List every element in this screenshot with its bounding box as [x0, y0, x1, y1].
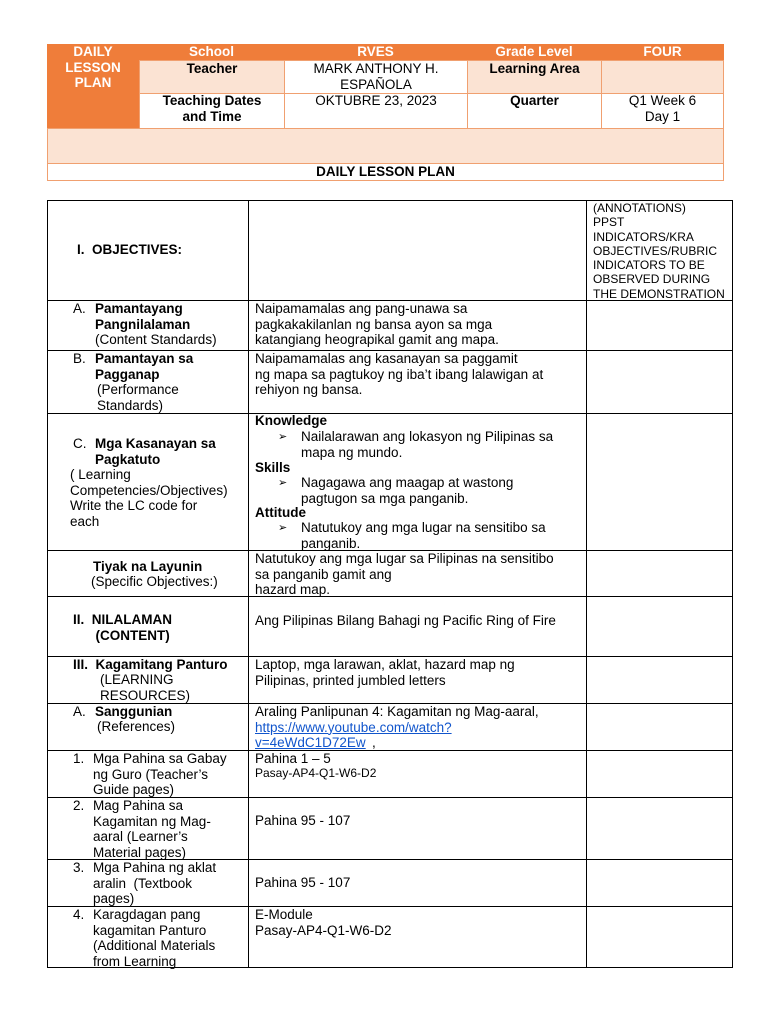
- skills-label: Skills: [255, 460, 291, 475]
- knowledge-label: Knowledge: [255, 413, 328, 428]
- sanggunian-number: A.: [73, 704, 86, 719]
- skills-item: Nagagawa ang maagap at wastong pagtugon sa mga panganib.: [301, 475, 514, 506]
- objectives-label: I. OBJECTIVES:: [77, 242, 183, 257]
- r2-number: 2.: [73, 798, 85, 813]
- rowA-title: Pamantayang Pangnilalaman: [95, 301, 191, 332]
- sanggunian-comma: ,: [372, 735, 376, 750]
- arrow-bullet-icon: ➢: [278, 477, 288, 489]
- kagamitan-sub: (LEARNING RESOURCES): [100, 672, 191, 703]
- dates-label: Teaching Dates and Time: [162, 93, 262, 124]
- rowC-sub: ( Learning Competencies/Objectives) Write the LC code for each: [70, 467, 228, 529]
- learning-area-label: Learning Area: [489, 61, 580, 76]
- school-label: School: [188, 44, 234, 59]
- r3-content: Pahina 95 - 107: [255, 875, 351, 890]
- r1-label: Mga Pahina sa Gabay ng Guro (Teacher’s Guide pages): [93, 751, 227, 797]
- rowC-number: C.: [73, 436, 87, 451]
- grade-label: Grade Level: [495, 44, 573, 59]
- rowB-content: Naipamamalas ang kasanayan sa paggamit ng mapa sa pagtukoy ng iba’t ibang lalawigan at rehiyon ng bansa.: [255, 351, 544, 397]
- rowB-title: Pamantayan sa Pagganap: [95, 351, 194, 382]
- tiyak-sub: (Specific Objectives:): [91, 574, 218, 589]
- rowA-content: Naipamamalas ang pang-unawa sa pagkakakilanlan ng bansa ayon sa mga katangiang heograpikal gamit ang mapa.: [255, 301, 499, 347]
- r2-label: Mag Pahina sa Kagamitan ng Mag- aaral (Learner’s Material pages): [93, 798, 211, 860]
- r4-content: E-Module Pasay-AP4-Q1-W6-D2: [255, 907, 392, 938]
- r1-number: 1.: [73, 751, 85, 766]
- r2-content: Pahina 95 - 107: [255, 813, 351, 828]
- attitude-label: Attitude: [255, 505, 306, 520]
- tiyak-content: Natutukoy ang mga lugar sa Pilipinas na sensitibo sa panganib gamit ang hazard map.: [255, 551, 554, 597]
- rowC-title: Mga Kasanayan sa Pagkatuto: [95, 436, 216, 467]
- arrow-bullet-icon: ➢: [278, 522, 288, 534]
- sanggunian-content: Araling Panlipunan 4: Kagamitan ng Mag-aaral,: [255, 704, 539, 719]
- tiyak-title: Tiyak na Layunin: [93, 559, 203, 574]
- sanggunian-title: Sanggunian: [95, 704, 173, 719]
- dates-value: OKTUBRE 23, 2023: [315, 93, 437, 108]
- r1-content-b: Pasay-AP4-Q1-W6-D2: [255, 766, 377, 780]
- rowA-sub: (Content Standards): [95, 332, 217, 347]
- quarter-value: Q1 Week 6 Day 1: [628, 93, 697, 124]
- r4-number: 4.: [73, 907, 85, 922]
- rowB-sub: (Performance Standards): [97, 382, 179, 413]
- teacher-label: Teacher: [186, 61, 238, 76]
- r4-label: Karagdagan pang kagamitan Panturo (Additional Materials from Learning: [93, 907, 216, 969]
- rowA-number: A.: [73, 301, 86, 316]
- arrow-bullet-icon: ➢: [278, 431, 288, 443]
- dlp-label: DAILY LESSON PLAN: [65, 44, 121, 90]
- rowB-number: B.: [73, 351, 86, 366]
- teacher-value: MARK ANTHONY H. ESPAÑOLA: [313, 61, 439, 92]
- nilalaman-content: Ang Pilipinas Bilang Bahagi ng Pacific Ring of Fire: [255, 613, 556, 628]
- kagamitan-content: Laptop, mga larawan, aklat, hazard map ng Pilipinas, printed jumbled letters: [255, 657, 515, 688]
- r3-label: Mga Pahina ng aklat aralin (Textbook pages): [93, 860, 217, 906]
- quarter-label: Quarter: [510, 93, 559, 108]
- blank-band: [47, 128, 724, 164]
- plan-title: DAILY LESSON PLAN: [316, 164, 455, 179]
- sanggunian-sub: (References): [97, 719, 176, 734]
- kagamitan-title: III. Kagamitang Panturo: [73, 657, 228, 672]
- youtube-link[interactable]: https://www.youtube.com/watch? v=4eWdC1D72Ew: [255, 719, 452, 750]
- nilalaman-label: II. NILALAMAN (CONTENT): [73, 612, 172, 643]
- annotations-text: (ANNOTATIONS) PPST INDICATORS/KRA OBJECTIVES/RUBRIC INDICATORS TO BE OBSERVED DURING THE DEMONSTRATION: [593, 201, 725, 301]
- r3-number: 3.: [73, 860, 85, 875]
- grade-value: FOUR: [643, 44, 682, 59]
- attitude-item: Natutukoy ang mga lugar na sensitibo sa panganib.: [301, 520, 546, 551]
- knowledge-item: Nailalarawan ang lokasyon ng Pilipinas sa mapa ng mundo.: [301, 429, 554, 460]
- school-value: RVES: [357, 44, 394, 59]
- r1-content-a: Pahina 1 – 5: [255, 751, 331, 766]
